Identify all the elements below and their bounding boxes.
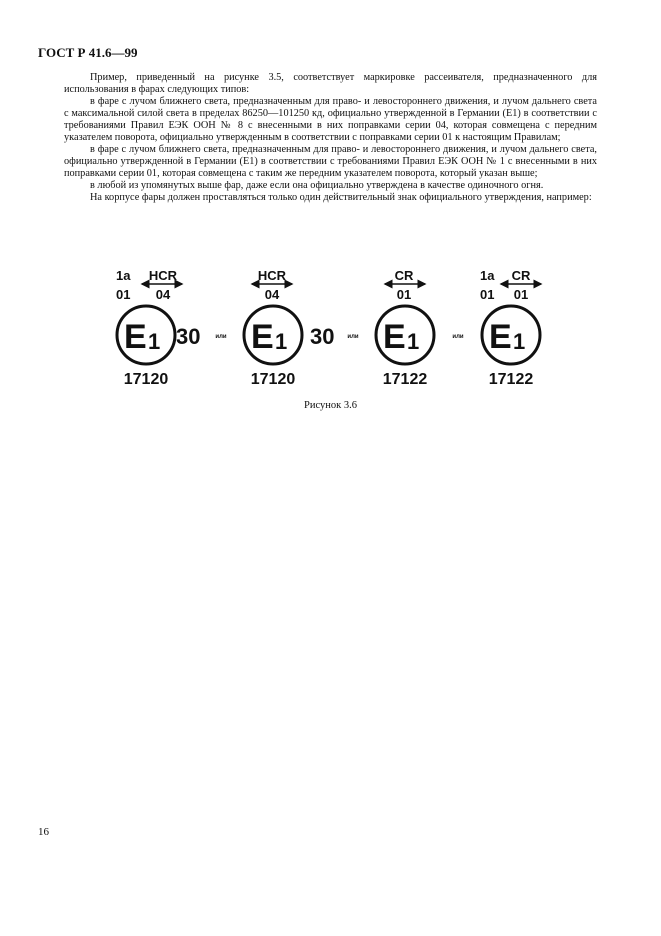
page-number: 16 [38,826,49,838]
approval-marks-figure [90,262,570,392]
circle-letter: E [124,318,147,356]
paragraph: в фаре с лучом ближнего света, предназначенным для право- и левостороннего движения, и лучом дальнего света, официально утвержденной в Германии (Е1) в соответствии с требованиями Правил ЕЭК ООН № 1 с внесенными в них поправками серии 01, которая совмещена с таким же передним указателем поворота, который указан выше; [64,144,597,179]
paragraph: На корпусе фары должен проставляться только один действительный знак официального утверждения, например: [90,192,592,203]
side-number: 30 [176,324,201,349]
document-code: ГОСТ Р 41.6—99 [38,45,138,60]
side-number: 30 [310,324,335,349]
arrow-top-label: HCR [257,268,287,283]
paragraph: в любой из упомянутых выше фар, даже если она официально утверждена в качестве одиночного огня. [90,180,544,191]
left-bottom-label: 01 [116,287,131,302]
circle-number: 1 [407,329,420,354]
separator: или [452,334,464,340]
paragraph: в фаре с лучом ближнего света, предназначенным для право- и левостороннего движения, и лучом дальнего света с максимальной силой света в пределах 86250—101250 кд, официально утвержденной в Германии (Е1) в соответствии с требованиями Правил ЕЭК ООН № 8 с внесенными в них поправками серии 04, которая совмещена с передним указателем поворота, официально утвержденным в соответствии с поправками серии 01 к настоящим Правилам; [64,96,597,143]
circle-number: 1 [513,329,526,354]
body-text [64,72,597,204]
arrow-bottom-label: 01 [396,287,412,302]
figure-caption: Рисунок 3.6 [304,400,357,411]
paragraph: Пример, приведенный на рисунке 3.5, соответствует маркировке рассеивателя, предназначенного для использования в фарах следующих типов: [64,72,597,95]
arrow-bottom-label: 01 [513,287,529,302]
separator: или [215,334,227,340]
approval-number: 17120 [123,371,169,388]
left-bottom-label: 01 [480,287,495,302]
left-top-label: 1a [480,268,495,283]
circle-letter: E [251,318,274,356]
separator: или [347,334,359,340]
left-top-label: 1a [116,268,131,283]
approval-number: 17120 [250,371,296,388]
arrow-top-label: HCR [148,268,178,283]
circle-letter: E [489,318,512,356]
approval-mark-3 [376,268,434,388]
approval-mark-2 [244,268,334,388]
approval-mark-4 [480,268,541,388]
circle-number: 1 [148,329,161,354]
arrow-top-label: CR [394,268,414,283]
circle-letter: E [383,318,406,356]
approval-number: 17122 [382,371,428,388]
arrow-top-label: CR [511,268,531,283]
approval-mark-1 [116,268,200,388]
circle-number: 1 [275,329,288,354]
approval-number: 17122 [488,371,534,388]
arrow-bottom-label: 04 [155,287,171,302]
arrow-bottom-label: 04 [264,287,280,302]
